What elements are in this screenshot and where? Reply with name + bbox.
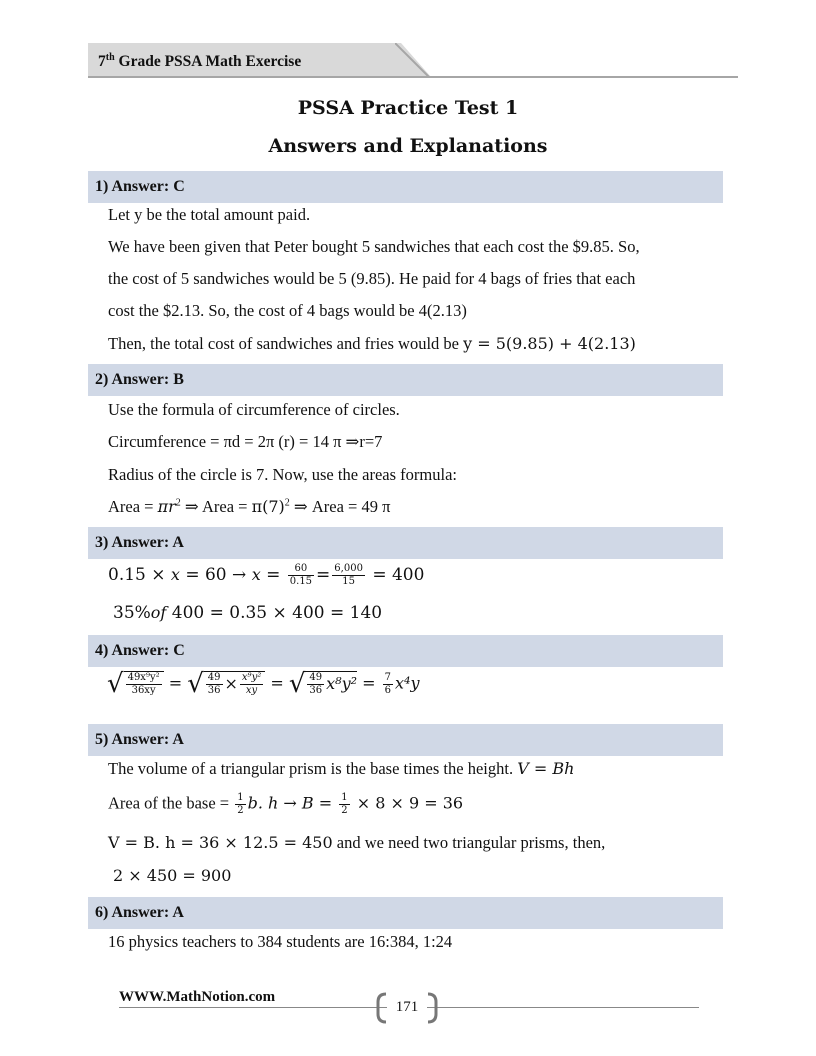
- fraction: [288, 563, 314, 588]
- answer-6-line: 16 physics teachers to 384 students are 16:384, 1:24: [108, 932, 453, 951]
- area-result: ⇒ Area = 49 π: [289, 497, 391, 516]
- fraction-denominator: 36xy: [131, 684, 156, 696]
- equals-sign: =: [270, 673, 284, 693]
- header-title: Grade PSSA Math Exercise: [114, 53, 302, 71]
- variable-term: x⁸y²: [326, 673, 358, 693]
- radicand: [124, 671, 164, 697]
- variable-x: x: [170, 565, 180, 584]
- fraction-denominator: 6: [384, 684, 391, 696]
- fraction: [383, 672, 393, 697]
- radicand: [204, 671, 265, 697]
- variable-x: x: [251, 565, 261, 584]
- fraction-denominator: 2: [237, 805, 244, 816]
- exponent: 2: [175, 497, 181, 509]
- answer-band-2: [88, 364, 723, 396]
- eq-part: 35%: [113, 603, 151, 623]
- answer-5-text: The volume of a triangular prism is the base times the height.: [108, 759, 518, 778]
- page-number: 171: [387, 999, 427, 1016]
- answer-label: 4) Answer: C: [95, 642, 185, 659]
- eq-part: =: [260, 565, 286, 585]
- volume-formula: V = Bh: [517, 759, 575, 778]
- answer-2-line: Circumference = πd = 2π (r) = 14 π ⇒r=7: [108, 432, 383, 451]
- answer-label: 2) Answer: B: [95, 371, 184, 388]
- fraction: [206, 672, 223, 697]
- eq-part: = 400: [366, 565, 425, 585]
- area-text: Area =: [108, 497, 158, 516]
- radical-sign: √: [107, 669, 124, 699]
- answer-2-area-line: [108, 497, 390, 517]
- answer-band-5: [88, 724, 723, 756]
- fraction: [339, 792, 349, 817]
- equals-sign: =: [362, 673, 376, 693]
- grade-suffix: th: [105, 52, 115, 63]
- exponent: 2: [284, 497, 290, 509]
- fraction-numerator: 1: [237, 792, 244, 803]
- base-formula: b. h → B =: [247, 793, 338, 813]
- answer-band-1: [88, 171, 723, 203]
- equals-sign: =: [168, 673, 183, 693]
- header-rule: [88, 76, 738, 78]
- eq-part: 0.15 ×: [108, 565, 171, 585]
- fraction-denominator: 36: [309, 684, 323, 696]
- page-subtitle: Answers and Explanations: [268, 135, 548, 157]
- fraction-numerator: 49x⁹y²: [127, 671, 160, 683]
- grade-number: 7: [98, 53, 106, 71]
- answer-5-line: [108, 759, 574, 779]
- area-formula: πr: [157, 497, 176, 516]
- footer-website: WWW.MathNotion.com: [119, 989, 276, 1005]
- answer-2-line: Use the formula of circumference of circles.: [108, 400, 400, 419]
- answer-label: 5) Answer: A: [95, 731, 184, 748]
- answer-1-equation: y = 5(9.85) + 4(2.13): [463, 334, 636, 353]
- fraction-denominator: 0.15: [289, 576, 313, 587]
- radicand: [305, 671, 357, 697]
- answer-4-equation: [107, 669, 419, 699]
- page-title: PSSA Practice Test 1: [297, 97, 519, 119]
- answer-band-3: [88, 527, 723, 559]
- answer-1-text: Then, the total cost of sandwiches and fries would be: [108, 334, 464, 353]
- fraction: [332, 563, 365, 588]
- eq-of: of: [150, 603, 167, 622]
- answer-label: 6) Answer: A: [95, 904, 184, 921]
- fraction-numerator: 60: [288, 563, 314, 576]
- area-substitution: π(7): [251, 497, 285, 516]
- header-slant-decoration: [395, 43, 435, 79]
- fraction-numerator: 49: [207, 671, 221, 683]
- fraction: [307, 672, 324, 697]
- answer-2-line: Radius of the circle is 7. Now, use the areas formula:: [108, 465, 457, 484]
- answer-1-line: Let y be the total amount paid.: [108, 205, 311, 224]
- fraction: [126, 672, 162, 697]
- fraction-numerator: x⁹y²: [241, 671, 262, 683]
- answer-label: 1) Answer: C: [95, 178, 185, 195]
- equals-sign: =: [316, 565, 331, 585]
- fraction-numerator: 1: [341, 792, 348, 803]
- eq-part: = 60 →: [179, 565, 252, 585]
- fraction-denominator: 15: [342, 576, 355, 587]
- radical-sign: √: [187, 669, 204, 699]
- answer-5-base-line: [108, 792, 463, 817]
- answer-5-result: 2 × 450 = 900: [113, 866, 232, 885]
- answer-label: 3) Answer: A: [95, 534, 184, 551]
- eq-part: 400 = 0.35 × 400 = 140: [166, 603, 383, 623]
- variable-term: x⁴y: [395, 673, 420, 693]
- times-sign: ×: [224, 673, 238, 693]
- base-result: × 8 × 9 = 36: [351, 793, 464, 813]
- area-text: ⇒ Area =: [180, 497, 252, 516]
- fraction-denominator: 36: [207, 684, 221, 696]
- fraction-denominator: xy: [245, 684, 258, 696]
- answer-5-volume-line: [108, 833, 605, 853]
- answer-5-text: Area of the base =: [108, 793, 234, 813]
- radical-sign: √: [288, 669, 306, 699]
- fraction: [240, 672, 263, 697]
- running-header: [88, 43, 396, 77]
- answer-3-equation-2: [113, 603, 382, 623]
- fraction-denominator: 2: [341, 805, 348, 816]
- answer-1-line: the cost of 5 sandwiches would be 5 (9.85). He paid for 4 bags of fries that each: [108, 269, 636, 288]
- answer-5-text: and we need two triangular prisms, then,: [332, 833, 606, 852]
- volume-equation: V = B. h = 36 × 12.5 = 450: [108, 833, 333, 852]
- fraction-numerator: 49: [309, 671, 323, 683]
- answer-band-4: [88, 635, 723, 667]
- answer-1-line: We have been given that Peter bought 5 sandwiches that each cost the $9.85. So,: [108, 237, 640, 256]
- answer-1-total-line: [108, 334, 636, 354]
- answer-3-equation-1: [108, 563, 424, 588]
- fraction: [235, 792, 245, 817]
- fraction-numerator: 6,000: [334, 563, 363, 574]
- answer-1-line: cost the $2.13. So, the cost of 4 bags would be 4(2.13): [108, 301, 467, 320]
- answer-band-6: [88, 897, 723, 929]
- fraction-numerator: 7: [384, 671, 391, 683]
